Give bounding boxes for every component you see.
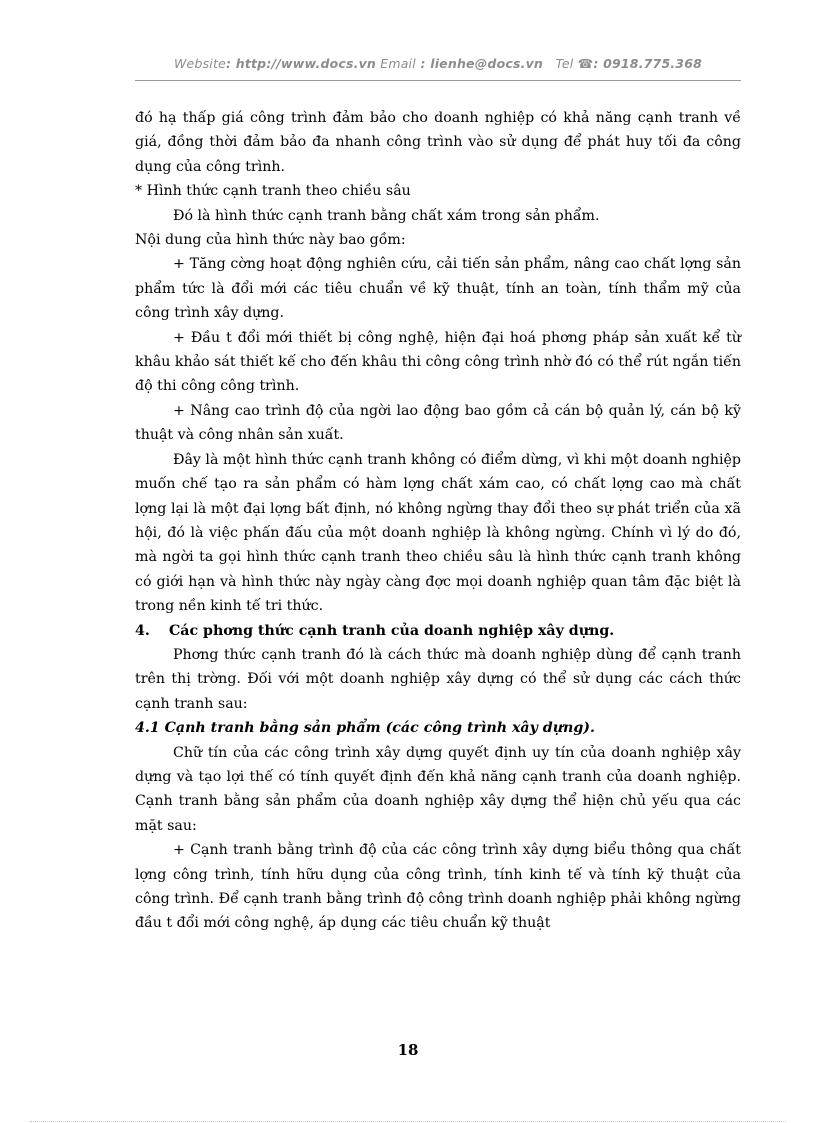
email-label: Email [380,56,416,71]
paragraph-5: + Tăng cờng hoạt động nghiên cứu, cải tiến sản phẩm, nâng cao chất lợng sản phẩm tức là đổi mới các tiêu chuẩn về kỹ thuật, tính an toàn, tính thẩm mỹ của công trình xây dựng. [135,256,741,322]
paragraph-6: + Đầu t đổi mới thiết bị công nghệ, hiện đại hoá phơng pháp sản xuất kể từ khâu khảo sát thiết kế cho đến khâu thi công công trình nhờ đó có thể rút ngắn tiến độ thi công công trình. [135,329,741,395]
tel-label: Tel [555,56,574,71]
header-divider [135,80,741,81]
tel-number: ☎: 0918.775.368 [577,56,702,71]
paragraph-10: Chữ tín của các công trình xây dựng quyết định uy tín của doanh nghiệp xây dựng và tạo lợi thế có tính quyết định đến khả năng cạnh tranh của doanh nghiệp. Cạnh tranh bằng sản phẩm của doanh nghiệp xây dựng thể hiện chủ yếu qua các mặt sau: [135,744,741,834]
paragraph-8: Đây là một hình thức cạnh tranh không có điểm dừng, vì khi một doanh nghiệp muốn chế tạo ra sản phẩm có hàm lợng chất xám cao, có chất lợng cao mà chất lợng lại là một đại lợng bất định, nó không ngừng thay đổi theo sự phát triển của xã hội, đó là việc phấn đấu của một doanh nghiệp là không ngừng. Chính vì lý do đó, mà ngời ta gọi hình thức cạnh tranh theo chiều sâu là hình thức cạnh tranh không có giới hạn và hình thức này ngày càng đợc mọi doanh nghiệp quan tâm đặc biệt là trong nền kinh tế tri thức. [135,451,742,615]
section-heading-4 [135,619,741,643]
paragraph-9: Phơng thức cạnh tranh đó là cách thức mà doanh nghiệp dùng để cạnh tranh trên thị trờng. Đối với một doanh nghiệp xây dựng có thể sử dụng các cách thức cạnh tranh sau: [135,646,741,712]
paragraph-4: Nội dung của hình thức này bao gồm: [135,232,406,249]
page-body [135,106,741,936]
section-title: Các phơng thức cạnh tranh của doanh nghiệp xây dựng. [169,622,615,639]
page-header [135,56,741,71]
page-number: 18 [397,1041,419,1059]
paragraph-1: đó hạ thấp giá công trình đảm bảo cho doanh nghiệp có khả năng cạnh tranh về giá, đồng thời đảm bảo đa nhanh công trình vào sử dụng để phát huy tối đa công dụng của công trình. [135,110,741,175]
paragraph-7: + Nâng cao trình độ của ngời lao động bao gồm cả cán bộ quản lý, cán bộ kỹ thuật và công nhân sản xuất. [135,402,741,444]
paragraph-2: * Hình thức cạnh tranh theo chiều sâu [135,183,411,200]
website-label: Website [174,56,226,71]
email-address[interactable]: : lienhe@docs.vn [415,56,544,71]
website-url[interactable]: : http://www.docs.vn [225,56,377,71]
subsection-heading-4-1: 4.1 Cạnh tranh bằng sản phẩm (các công trình xây dựng). [135,720,595,737]
section-number: 4. [135,622,150,639]
paragraph-3: Đó là hình thức cạnh tranh bằng chất xám trong sản phẩm. [173,207,600,224]
paragraph-11: + Cạnh tranh bằng trình độ của các công trình xây dựng biểu thông qua chất lợng công trình, tính hữu dụng của công trình, tính kinh tế và tính kỹ thuật của công trình. Để cạnh tranh bằng trình độ công trình doanh nghiệp phải không ngừng đầu t đổi mới công nghệ, áp dụng các tiêu chuẩn kỹ thuật [135,842,741,932]
page-bottom-border [30,1121,786,1122]
